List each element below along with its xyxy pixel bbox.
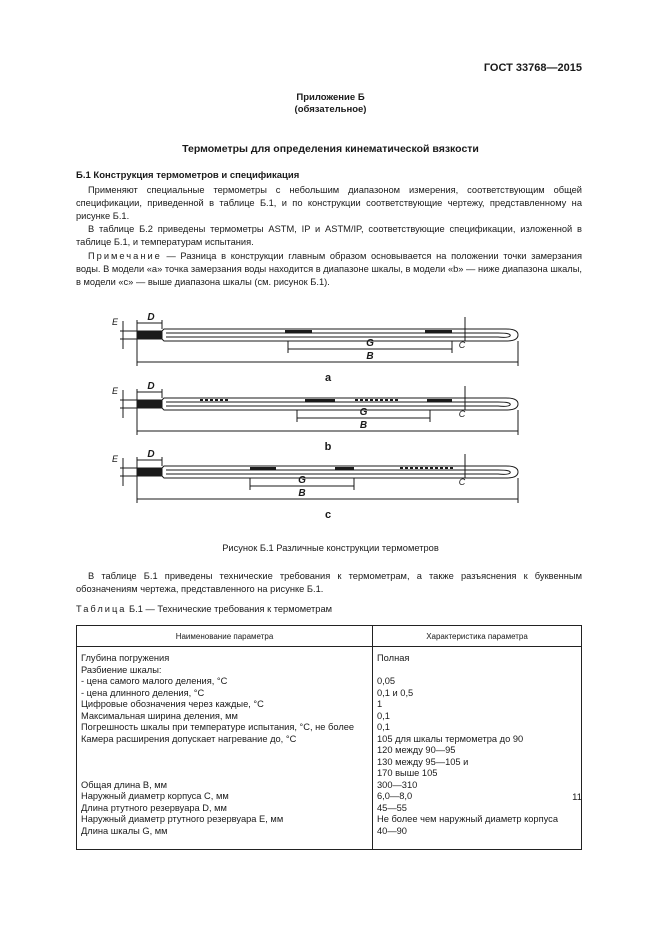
page-number: 11	[572, 792, 582, 803]
spec-table	[76, 625, 582, 850]
note-text: — Разница в конструкции главным образом основывается на положении точки замерзания воды. В модели «а» точка замерзания воды находится в диапазоне шкалы, в модели «b» — ниже диапазона шкалы, в модели «с» — выше диапазона шкалы (см. рисунок Б.1).	[76, 251, 582, 287]
cell-value	[373, 665, 582, 677]
table-row	[77, 745, 582, 757]
table-body	[77, 647, 582, 850]
table-row	[77, 688, 582, 700]
cell-parameter	[77, 757, 373, 769]
paragraph-2: В таблице Б.2 приведены термометры ASTM, IP и ASTM/IP, соответствующие спецификации, изложенной в таблице Б.1, и температурам испытания.	[76, 224, 582, 247]
cell-parameter: Наружный диаметр корпуса C, мм	[77, 791, 373, 803]
label-e: E	[111, 317, 119, 327]
table-row	[77, 791, 582, 803]
table-row	[77, 647, 582, 665]
label-d: D	[147, 381, 155, 392]
figure-caption: Рисунок Б.1 Различные конструкции термометров	[222, 543, 439, 553]
model-label: c	[324, 509, 332, 521]
table-row	[77, 814, 582, 826]
cell-value: 6,0—8,0	[373, 791, 582, 803]
cell-value: 45—55	[373, 803, 582, 815]
scale-segment-c	[335, 467, 354, 470]
capillary-b	[166, 402, 510, 406]
table-row	[77, 768, 582, 780]
cell-value: 0,1	[373, 711, 582, 723]
scale-segment-a	[285, 330, 312, 333]
capillary-c	[166, 470, 510, 474]
section-heading: Б.1 Конструкция термометров и спецификация	[76, 170, 300, 181]
label-g: G	[298, 475, 306, 486]
cell-parameter: Разбиение шкалы:	[77, 665, 373, 677]
cell-parameter	[77, 768, 373, 780]
table-row	[77, 803, 582, 815]
label-d: D	[147, 449, 155, 460]
cell-value: Не более чем наружный диаметр корпуса	[373, 814, 582, 826]
table-caption-prefix: Таблица	[76, 604, 127, 614]
table-header-row	[77, 626, 582, 647]
table-row	[77, 722, 582, 734]
label-b: B	[366, 351, 374, 362]
label-b: B	[298, 488, 306, 499]
note-paragraph	[76, 250, 582, 289]
cell-parameter: Погрешность шкалы при температуре испытания, °С, не более	[77, 722, 373, 734]
label-c: C	[458, 477, 466, 487]
mercury-bulb-a	[137, 331, 162, 339]
table-row	[77, 665, 582, 677]
cell-parameter: Длина ртутного резервуара D, мм	[77, 803, 373, 815]
cell-value: 0,1	[373, 722, 582, 734]
cell-value: 105 для шкалы термометра до 90	[373, 734, 582, 746]
cell-value: 130 между 95—105 и	[373, 757, 582, 769]
cell-value: 300—310	[373, 780, 582, 792]
mercury-bulb-b	[137, 400, 162, 408]
thermometer-figure	[100, 300, 530, 530]
cell-parameter: Общая длина B, мм	[77, 780, 373, 792]
cell-value: 40—90	[373, 826, 582, 850]
label-g: G	[366, 338, 374, 349]
label-g: G	[359, 407, 368, 418]
cell-parameter: Глубина погружения	[77, 647, 373, 665]
table-caption	[76, 604, 332, 614]
scale-segment-b	[427, 399, 452, 402]
label-e: E	[111, 386, 119, 396]
cell-value: 1	[373, 699, 582, 711]
label-e: E	[111, 454, 119, 464]
label-d: D	[147, 312, 155, 323]
cell-parameter: Камера расширения допускает нагревание до, °С	[77, 734, 373, 746]
scale-segment-b	[305, 399, 335, 402]
cell-parameter: Цифровые обозначения через каждые, °С	[77, 699, 373, 711]
model-label: b	[324, 441, 332, 453]
cell-parameter: Максимальная ширина деления, мм	[77, 711, 373, 723]
header-cell-parameter: Наименование параметра	[77, 626, 373, 647]
cell-parameter: Длина шкалы G, мм	[77, 826, 373, 850]
cell-value: 170 выше 105	[373, 768, 582, 780]
main-title: Термометры для определения кинематической вязкости	[182, 143, 479, 155]
model-label: a	[324, 372, 332, 384]
paragraph-3: В таблице Б.1 приведены технические требования к термометрам, а также разъяснения к буквенным обозначениям чертежа, представленного на рисунке Б.1.	[76, 571, 582, 594]
table-row	[77, 757, 582, 769]
paragraph-1: Применяют специальные термометры с небольшим диапазоном измерения, соответствующим общей спецификации, приведенной в таблице Б.1, и по конструкции соответствующие чертежу, представленному на рисунке Б.1.	[76, 185, 582, 221]
table-row	[77, 699, 582, 711]
label-c: C	[458, 409, 466, 419]
label-c: C	[458, 340, 466, 350]
cell-value: 0,1 и 0,5	[373, 688, 582, 700]
table-row	[77, 826, 582, 850]
cell-parameter	[77, 745, 373, 757]
label-b: B	[359, 420, 368, 431]
appendix-title: Приложение Б	[296, 92, 365, 103]
capillary-a	[166, 333, 510, 337]
note-label: Примечание	[88, 251, 162, 261]
cell-value: 120 между 90—95	[373, 745, 582, 757]
table-row	[77, 676, 582, 688]
cell-parameter: - цена длинного деления, °С	[77, 688, 373, 700]
table-caption-text: Б.1 — Технические требования к термометрам	[126, 604, 333, 614]
table-row	[77, 734, 582, 746]
table-row	[77, 711, 582, 723]
cell-parameter: Наружный диаметр ртутного резервуара E, мм	[77, 814, 373, 826]
appendix-status: (обязательное)	[294, 104, 367, 115]
cell-value: Полная	[373, 647, 582, 665]
scale-segment-a	[425, 330, 452, 333]
mercury-bulb-c	[137, 468, 162, 476]
cell-value: 0,05	[373, 676, 582, 688]
scale-segment-c	[250, 467, 276, 470]
header-cell-value: Характеристика параметра	[373, 626, 582, 647]
standard-number: ГОСТ 33768—2015	[483, 62, 582, 74]
cell-parameter: - цена самого малого деления, °С	[77, 676, 373, 688]
table-row	[77, 780, 582, 792]
